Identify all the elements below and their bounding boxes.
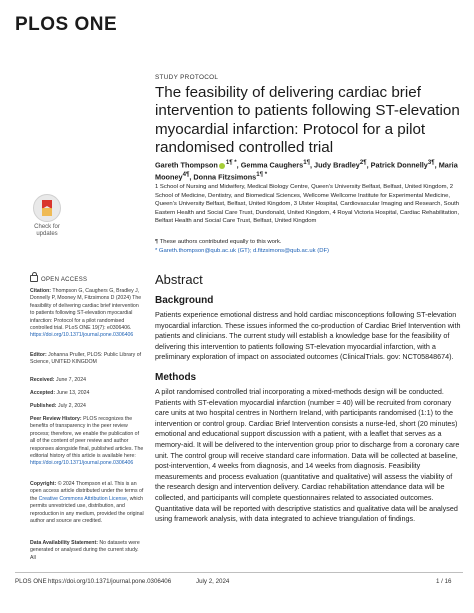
data-availability-text: No datasets were generated or analysed during the current study. All — [30, 540, 140, 561]
peer-review-label: Peer Review History: — [30, 416, 82, 422]
editor-block — [30, 352, 144, 367]
check-for-updates-badge[interactable] — [30, 194, 64, 238]
open-access-label — [30, 275, 87, 283]
accepted-date: June 13, 2024 — [56, 390, 90, 396]
citation-doi-link[interactable]: https://doi.org/10.1371/journal.pone.0306406 — [30, 332, 134, 339]
article-type: STUDY PROTOCOL — [155, 74, 219, 81]
editor-label: Editor: — [30, 352, 47, 358]
accepted-label: Accepted: — [30, 390, 56, 396]
author-sup: 3¶ — [427, 159, 435, 166]
author-sup: 1¶ * — [225, 159, 237, 166]
author-name[interactable]: Gareth Thompson — [155, 160, 218, 170]
methods-text: A pilot randomised controlled trial incorporating a mixed-methods design will be conducted. Patients with ST-elevation myocardial infarction (number = 40) will be recruited from coronary care units at two hospital centres in Northern Ireland, with participants randomised (1:1) to the intervention or control group. Cardiac Brief Intervention consists a nurse-led, short (20 minutes) emotional and educational support discussion with a patient, with a leaflet that serves as a memory-aid. It will be delivered to the intervention group prior to discharge from a coronary care unit. The control group will receive standard care information. Data will be collected at baseline, post-intervention, 4 weeks from diagnosis, and 14 weeks from diagnosis. Feasibility measurements and process evaluation (quantitative and qualitative) will assess the viability of the research design and intervention delivery. Cardiac rehabilitation attendance data will be collected, and participants will complete questionnaires related to associated outcomes. Quantitative data will be reported with descriptive statistics and qualitative data will be analysed using framework analysis, with data integrated to achieve triangulation of findings. — [155, 387, 460, 524]
author-sup: 1¶ — [303, 159, 310, 166]
published-label: Published: — [30, 403, 57, 409]
citation-block — [30, 288, 144, 340]
journal-logo[interactable]: PLOS ONE — [15, 14, 118, 35]
affiliations: 1 School of Nursing and Midwifery, Medical Biology Centre, Queen’s University Belfast, Belfast, United Kingdom, 2 School of Medicine, Dentistry, and Biomedical Sciences, Wellcome Wellcome Institute for Experimental Medicine, Queen’s University Belfast, Belfast, United Kingdom, 3 Ulster Hospital, Cardiovascular Imaging and Research, South Eastern Health and Social Care Trust, Dundonald, United Kingdom, 4 Royal Victoria Hospital, Cardiac Rehabilitation, Belfast Health and Social Care Trust, Belfast, United Kingdom — [155, 184, 460, 225]
footer-divider — [15, 572, 463, 573]
orcid-icon[interactable] — [219, 163, 225, 169]
footer-date: July 2, 2024 — [196, 578, 230, 585]
author-name[interactable]: Maria Mooney — [155, 160, 458, 182]
license-link[interactable]: Creative Commons Attribution License — [38, 495, 127, 502]
peer-review-block — [30, 416, 144, 468]
citation-label: Citation: — [30, 288, 52, 294]
background-text: Patients experience emotional distress and hold cardiac misconceptions following ST-elevation myocardial infarction. These issues informed the co-production of Cardiac Brief Intervention with patients and clinicians. The current study will establish a knowledge base for the feasibility of delivering this intervention to patients following ST-elevation myocardial infarction, with a preliminary exploration of impact on associated outcomes (ClinicalTrials. gov: NCT05848674). — [155, 310, 461, 362]
copyright-text-a: © 2024 Thompson et al. This is an open access article distributed under the terms of the — [30, 481, 144, 502]
copyright-block — [30, 481, 144, 525]
peer-review-text: PLOS recognizes the benefits of transparency in the peer review process; therefore, we enable the publication of all of the content of peer review and author responses alongside final, published articles. The editorial history of this article is available here: — [30, 416, 144, 460]
abstract-heading: Abstract — [155, 272, 203, 287]
received-label: Received: — [30, 377, 55, 383]
copyright-label: Copyright: — [30, 481, 57, 487]
author-name[interactable]: Judy Bradley — [314, 160, 360, 170]
badge-line-1: Check for — [34, 224, 60, 230]
citation-text: Thompson G, Caughers G, Bradley J, Donnelly P, Mooney M, Fitzsimons D (2024) The feasibility of delivering cardiac brief intervention to patients following ST-elevation myocardial infarction: Protocol for a pilot randomised controlled trial. PLoS ONE 19(7): e0306406. — [30, 288, 142, 332]
corresponding-emails[interactable]: * Gareth.thompson@qub.ac.uk (GT); d.fitzsimons@qub.ac.uk (DF) — [155, 247, 330, 254]
copyright-text-b: , which permits unrestricted use, distribution, and reproduction in any medium, provided the original author and source are credited. — [30, 495, 144, 525]
footer-journal: PLOS ONE — [15, 578, 47, 585]
received-date: June 7, 2024 — [55, 377, 86, 383]
background-heading: Background — [155, 295, 214, 306]
published-date: July 2, 2024 — [57, 403, 86, 409]
author-sup: 1¶ * — [256, 171, 268, 179]
author-list: Gareth Thompson $^{1\P *}$, Gemma Caughers$^{1\P}$, Judy Bradley$^{2\P}$, Patrick Donnelly$^{3\P}$, Maria Mooney$^{4\P}$, Donna Fitzsimons$^{1\P *}$ — [155, 159, 458, 182]
footer-doi-link[interactable]: https://doi.org/10.1371/journal.pone.0306406 — [48, 578, 172, 585]
open-access-text: OPEN ACCESS — [41, 277, 88, 283]
author-sup: 4¶ — [182, 171, 190, 179]
editor-text: Johanna Pruller, PLOS: Public Library of Science, UNITED KINGDOM — [30, 352, 142, 366]
bookmark-icon — [33, 194, 61, 222]
equal-contribution-note: ¶ These authors contributed equally to this work. — [155, 239, 282, 245]
published-block — [30, 403, 144, 410]
contribution-notes — [155, 238, 461, 255]
received-block — [30, 377, 144, 384]
data-availability-label: Data Availability Statement: — [30, 540, 98, 546]
data-availability-block — [30, 540, 144, 562]
methods-heading: Methods — [155, 372, 197, 383]
peer-review-doi-link[interactable]: https://doi.org/10.1371/journal.pone.0306406 — [30, 460, 134, 467]
article-title: The feasibility of delivering cardiac brief intervention to patients following ST-elevation myocardial infarction: Protocol for a pilot randomised controlled trial — [155, 84, 460, 157]
badge-line-2: updates — [36, 231, 58, 237]
author-name[interactable]: Donna Fitzsimons — [193, 172, 257, 182]
page-number: 1 / 16 — [436, 578, 452, 585]
author-name[interactable]: Gemma Caughers — [240, 160, 304, 170]
accepted-block — [30, 390, 144, 397]
author-name[interactable]: Patrick Donnelly — [370, 160, 428, 170]
author-sup: 2¶ — [359, 159, 367, 166]
lock-icon — [30, 275, 38, 282]
